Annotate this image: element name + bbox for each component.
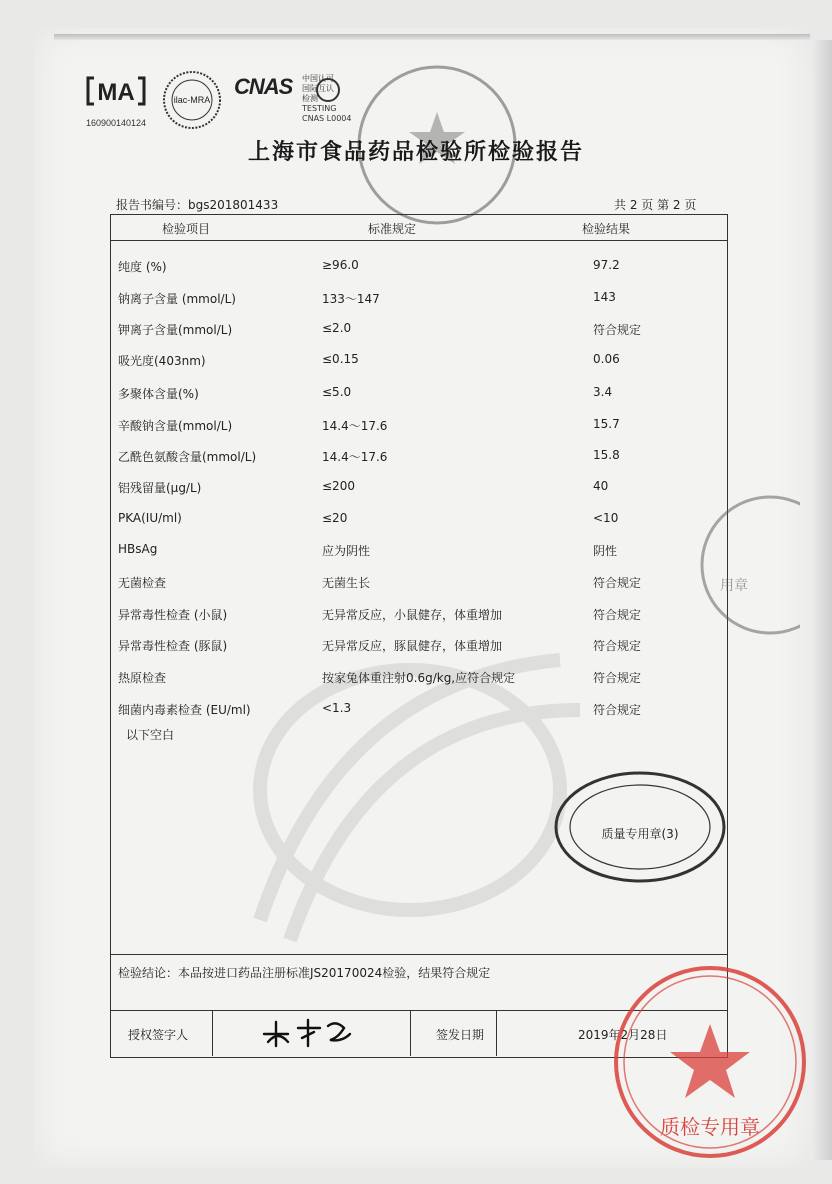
issue-date-label: 签发日期 [436,1028,485,1042]
table-row [0,352,832,372]
sign-cell-divider-3 [496,1010,497,1056]
row-standard: ≤20 [322,511,348,525]
row-standard: 14.4～17.6 [322,419,388,433]
row-item: 吸光度(403nm) [118,354,206,368]
row-result: 0.06 [593,352,620,366]
scan-edge-right [810,40,832,1160]
scan-edge [54,34,810,40]
row-result: 符合规定 [593,639,642,653]
page-title: 上海市食品药品检验所检验报告 [247,140,584,165]
row-item: 多聚体含量(%) [118,387,199,401]
company-quality-stamp [552,768,728,886]
header-standard: 标准规定 [368,222,417,236]
row-item: 钾离子含量(mmol/L) [118,323,233,337]
row-result: 15.7 [593,417,620,431]
row-standard: ≥96.0 [322,258,359,272]
table-row [0,448,832,468]
row-item: 热原检查 [118,671,167,685]
table-row [0,321,832,341]
row-standard: ≤0.15 [322,352,359,366]
handwritten-signature [258,1016,368,1050]
page-info: 共 2 页 第 2 页 [614,198,697,212]
row-result: 97.2 [593,258,620,272]
authorized-signer-label: 授权签字人 [128,1028,189,1042]
row-item: 细菌内毒素检查 (EU/ml) [118,703,251,717]
cma-logo-icon [86,74,146,108]
row-standard: 按家兔体重注射0.6g/kg,应符合规定 [322,671,516,685]
table-row [0,417,832,437]
sign-cell-divider-1 [212,1010,213,1056]
row-item: HBsAg [118,542,158,556]
row-item: 异常毒性检查 (小鼠) [118,608,228,622]
row-standard: 无异常反应，小鼠健存，体重增加 [322,608,503,622]
row-result: 阴性 [593,544,618,558]
table-row [0,385,832,405]
row-item: 异常毒性检查 (豚鼠) [118,639,228,653]
row-result: 3.4 [593,385,613,399]
row-result: 符合规定 [593,608,642,622]
row-result: 143 [593,290,616,304]
row-result: <10 [593,511,619,525]
svg-text:质量专用章(3): 质量专用章(3) [601,827,679,841]
row-item: PKA(IU/ml) [118,511,182,525]
row-standard: ≤200 [322,479,355,493]
row-result: 符合规定 [593,703,642,717]
row-standard: ≤5.0 [322,385,352,399]
svg-text:MA: MA [97,79,135,106]
row-item: 铝残留量(μg/L) [118,481,202,495]
side-stamp-partial [680,490,800,640]
row-item: 无菌检查 [118,576,167,590]
svg-text:质检专用章: 质检专用章 [660,1115,760,1139]
report-number: 报告书编号：bgs201801433 [116,198,279,212]
row-standard: ≤2.0 [322,321,352,335]
row-item: 辛酸钠含量(mmol/L) [118,419,233,433]
table-row [0,701,832,721]
row-result: 符合规定 [593,576,642,590]
header-item: 检验项目 [162,222,211,236]
row-standard: 无异常反应，豚鼠健存，体重增加 [322,639,503,653]
table-row [0,669,832,689]
conclusion-divider-top [110,954,728,955]
issue-date: 2019年2月28日 [578,1028,668,1042]
ilac-mra-logo-icon [162,70,222,130]
row-item: 纯度 (%) [118,260,167,274]
header-divider [110,240,728,241]
row-standard: 应为阴性 [322,544,371,558]
table-row [0,637,832,657]
sign-cell-divider-2 [410,1010,411,1056]
conclusion-text: 检验结论：本品按进口药品注册标准JS20170024检验，结果符合规定 [118,966,491,980]
svg-text:ilac-MRA: ilac-MRA [173,95,211,105]
row-result: 符合规定 [593,671,642,685]
svg-text:用章: 用章 [720,578,748,594]
red-qc-stamp [610,962,810,1162]
cnas-logo [234,74,292,100]
row-standard: <1.3 [322,701,352,715]
table-row [0,258,832,278]
row-standard: 133～147 [322,292,380,306]
row-result: 40 [593,479,609,493]
blank-note: 以下空白 [126,728,175,742]
logo-code: 160900140124 [86,118,147,128]
row-result: 符合规定 [593,323,642,337]
row-item: 乙酰色氨酸含量(mmol/L) [118,450,257,464]
row-result: 15.8 [593,448,620,462]
cnas-word: CNAS [234,74,293,99]
row-item: 钠离子含量 (mmol/L) [118,292,236,306]
table-row [0,290,832,310]
row-standard: 14.4～17.6 [322,450,388,464]
cnas-caption: 中国认可 国际互认 检测 TESTING CNAS L0004 [302,74,352,123]
row-standard: 无菌生长 [322,576,371,590]
header-result: 检验结果 [582,222,631,236]
